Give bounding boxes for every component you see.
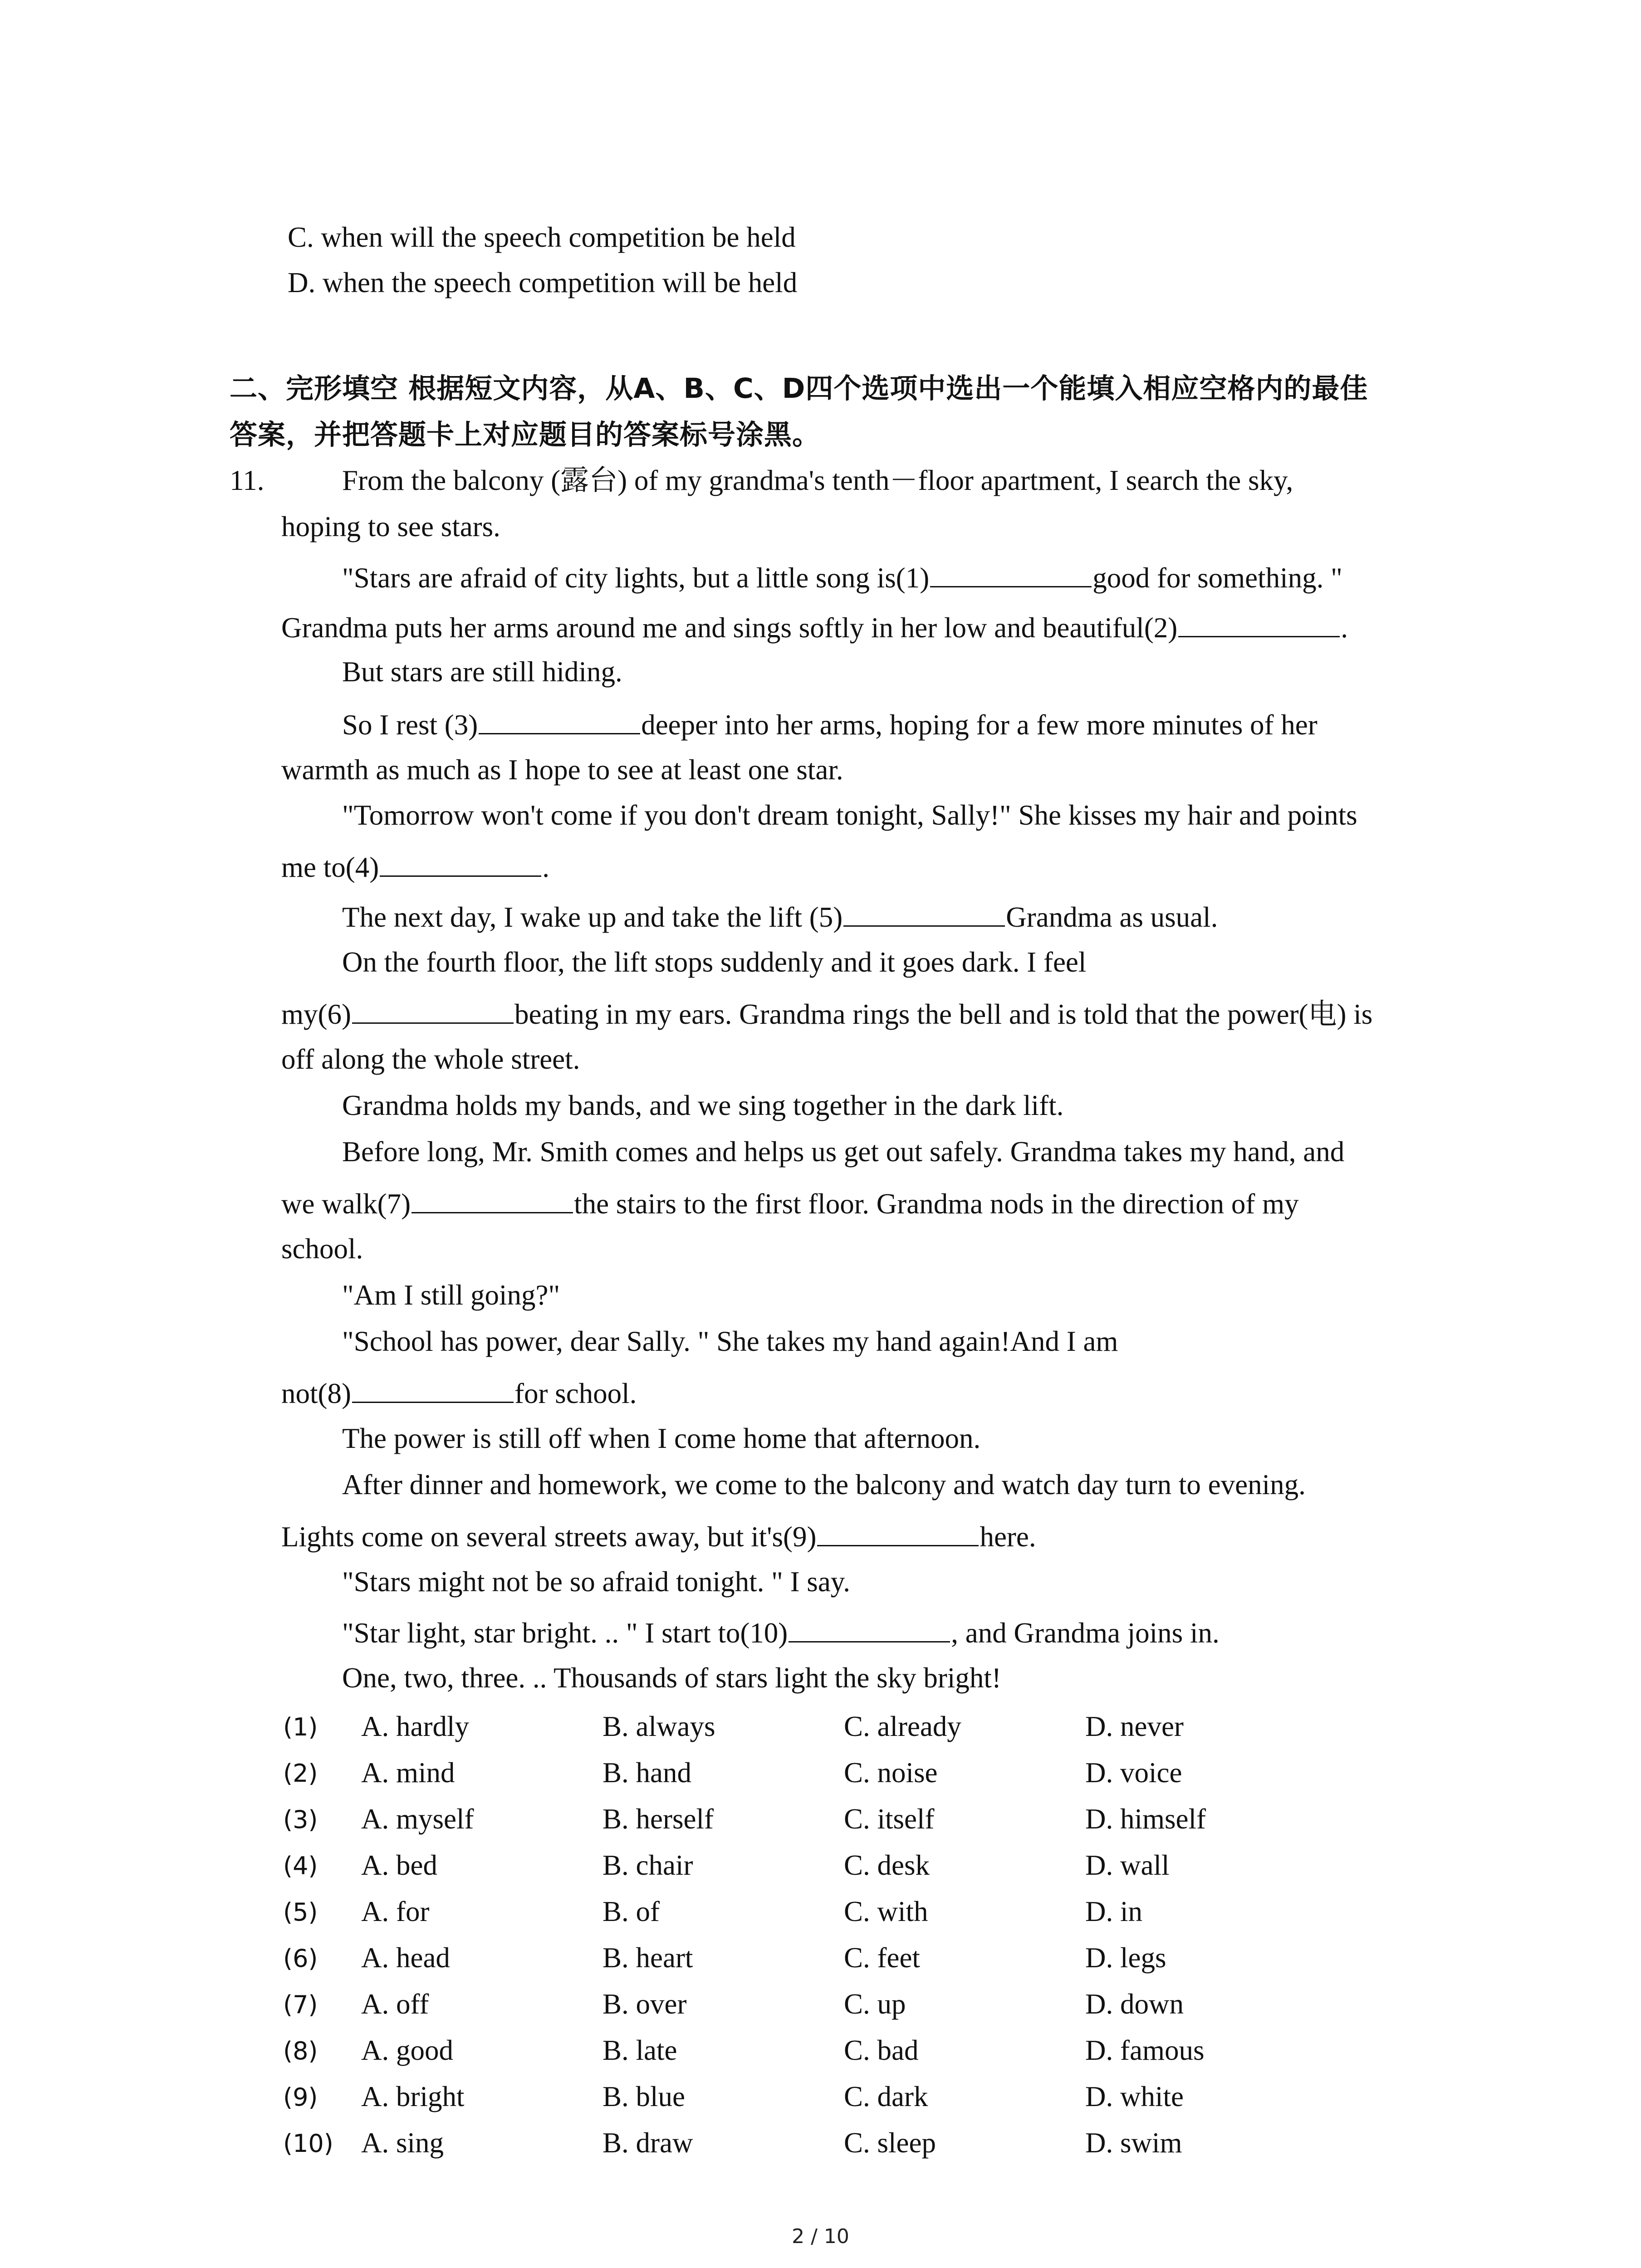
option-a[interactable]: A. off [361, 1988, 429, 2020]
option-number: (6) [283, 1944, 318, 1973]
passage-line [281, 612, 1348, 642]
passage-line: hoping to see stars. [281, 511, 500, 543]
option-b[interactable]: B. herself [603, 1803, 714, 1835]
option-d[interactable]: D. wall [1085, 1849, 1170, 1881]
passage-text: . [1341, 612, 1348, 644]
passage-line: "Am I still going?" [342, 1279, 560, 1311]
option-a[interactable]: A. myself [361, 1803, 474, 1835]
page-number: 2 / 10 [792, 2225, 849, 2248]
option-number: (8) [283, 2037, 318, 2065]
option-d[interactable]: D. white [1085, 2081, 1184, 2112]
question-number: 11. [230, 464, 265, 496]
option-d[interactable]: D. voice [1085, 1757, 1182, 1789]
option-number: (7) [283, 1990, 318, 2019]
passage-text: Lights come on several streets away, but it's(9) [281, 1521, 817, 1553]
option-a[interactable]: A. good [361, 2034, 453, 2066]
option-a[interactable]: A. hardly [361, 1711, 469, 1742]
option-b[interactable]: B. of [603, 1896, 660, 1927]
option-d[interactable]: D. swim [1085, 2127, 1182, 2159]
section-heading-line1: 二、完形填空 根据短文内容，从A、B、C、D四个选项中选出一个能填入相应空格内的最佳 [230, 372, 1368, 405]
blank-4 [380, 852, 541, 877]
passage-line: "Stars might not be so afraid tonight. " I say. [342, 1566, 850, 1598]
option-b[interactable]: B. over [603, 1988, 687, 2020]
passage-line: After dinner and homework, we come to the balcony and watch day turn to evening. [342, 1469, 1306, 1501]
blank-7 [411, 1188, 573, 1213]
option-b[interactable]: B. hand [603, 1757, 691, 1789]
option-number: (3) [283, 1805, 318, 1834]
passage-text: So I rest (3) [342, 709, 478, 741]
blank-6 [352, 999, 514, 1024]
option-c[interactable]: C. sleep [844, 2127, 936, 2159]
option-c-prev: C. when will the speech competition be held [288, 221, 796, 253]
passage-line: warmth as much as I hope to see at least one star. [281, 754, 843, 786]
passage-line [281, 1378, 637, 1408]
passage-text: "Star light, star bright. .. " I start to(10) [342, 1617, 788, 1649]
option-b[interactable]: B. blue [603, 2081, 685, 2112]
passage-line: school. [281, 1233, 363, 1265]
option-b[interactable]: B. heart [603, 1942, 693, 1974]
passage-line [342, 562, 1342, 592]
passage-text: good for something. " [1092, 562, 1342, 594]
option-number: (2) [283, 1759, 318, 1788]
option-a[interactable]: A. mind [361, 1757, 455, 1789]
passage-line [281, 852, 549, 882]
blank-5 [843, 902, 1005, 927]
option-c[interactable]: C. desk [844, 1849, 930, 1881]
option-c[interactable]: C. up [844, 1988, 906, 2020]
passage-line [281, 999, 1372, 1029]
option-c[interactable]: C. with [844, 1896, 928, 1927]
passage-text: me to(4) [281, 851, 379, 883]
option-c[interactable]: C. dark [844, 2081, 928, 2112]
passage-text: Grandma puts her arms around me and sings softly in her low and beautiful(2) [281, 612, 1178, 644]
option-d[interactable]: D. down [1085, 1988, 1184, 2020]
option-c[interactable]: C. already [844, 1711, 961, 1742]
option-number: (5) [283, 1898, 318, 1926]
option-b[interactable]: B. always [603, 1711, 715, 1742]
passage-text: deeper into her arms, hoping for a few more minutes of her [641, 709, 1318, 741]
option-b[interactable]: B. draw [603, 2127, 693, 2159]
option-number: (1) [283, 1713, 318, 1741]
passage-text: not(8) [281, 1378, 351, 1409]
passage-line: Grandma holds my bands, and we sing together in the dark lift. [342, 1090, 1064, 1121]
passage-line: From the balcony (露台) of my grandma's tenth－floor apartment, I search the sky, [342, 464, 1293, 496]
passage-text: Grandma as usual. [1006, 901, 1218, 933]
passage-line: "Tomorrow won't come if you don't dream tonight, Sally!" She kisses my hair and points [342, 799, 1357, 831]
option-a[interactable]: A. for [361, 1896, 430, 1927]
option-a[interactable]: A. head [361, 1942, 450, 1974]
blank-3 [479, 709, 640, 734]
passage-text: "Stars are afraid of city lights, but a little song is(1) [342, 562, 930, 594]
option-c[interactable]: C. itself [844, 1803, 935, 1835]
option-d-prev: D. when the speech competition will be held [288, 267, 798, 298]
option-number: (9) [283, 2083, 318, 2112]
passage-line: On the fourth floor, the lift stops suddenly and it goes dark. I feel [342, 946, 1087, 978]
option-a[interactable]: A. bed [361, 1849, 437, 1881]
option-number: (10) [283, 2129, 333, 2158]
passage-line: One, two, three. .. Thousands of stars light the sky bright! [342, 1662, 1001, 1694]
passage-line: Before long, Mr. Smith comes and helps us get out safely. Grandma takes my hand, and [342, 1136, 1345, 1168]
option-number: (4) [283, 1852, 318, 1880]
passage-text: we walk(7) [281, 1188, 411, 1220]
blank-10 [789, 1618, 950, 1642]
blank-9 [817, 1521, 979, 1546]
option-c[interactable]: C. noise [844, 1757, 938, 1789]
passage-line: "School has power, dear Sally. " She takes my hand again!And I am [342, 1325, 1118, 1357]
passage-text: the stairs to the first floor. Grandma nods in the direction of my [574, 1188, 1299, 1220]
passage-text: , and Grandma joins in. [951, 1617, 1220, 1649]
passage-text: my(6) [281, 998, 351, 1030]
blank-1 [930, 562, 1092, 587]
passage-line [342, 709, 1318, 739]
passage-line [281, 1188, 1299, 1218]
passage-text: The next day, I wake up and take the lift (5) [342, 901, 843, 933]
option-d[interactable]: D. himself [1085, 1803, 1206, 1835]
passage-line: But stars are still hiding. [342, 656, 622, 688]
blank-2 [1178, 612, 1340, 637]
passage-line [342, 902, 1218, 932]
option-d[interactable]: D. legs [1085, 1942, 1166, 1974]
passage-text: . [542, 851, 549, 883]
option-d[interactable]: D. in [1085, 1896, 1142, 1927]
option-a[interactable]: A. sing [361, 2127, 444, 2159]
option-d[interactable]: D. famous [1085, 2034, 1205, 2066]
option-c[interactable]: C. feet [844, 1942, 920, 1974]
section-heading-line2: 答案，并把答题卡上对应题目的答案标号涂黑。 [230, 419, 821, 451]
passage-text: here. [980, 1521, 1036, 1553]
passage-text: for school. [514, 1378, 637, 1409]
option-c[interactable]: C. bad [844, 2034, 919, 2066]
option-b[interactable]: B. chair [603, 1849, 693, 1881]
passage-line [281, 1521, 1036, 1551]
passage-line: off along the whole street. [281, 1043, 580, 1075]
passage-line [342, 1618, 1220, 1647]
passage-text: beating in my ears. Grandma rings the bell and is told that the power(电) is [514, 998, 1373, 1030]
option-d[interactable]: D. never [1085, 1711, 1184, 1742]
option-b[interactable]: B. late [603, 2034, 677, 2066]
option-a[interactable]: A. bright [361, 2081, 465, 2112]
passage-line: The power is still off when I come home that afternoon. [342, 1422, 981, 1454]
blank-8 [352, 1378, 514, 1403]
